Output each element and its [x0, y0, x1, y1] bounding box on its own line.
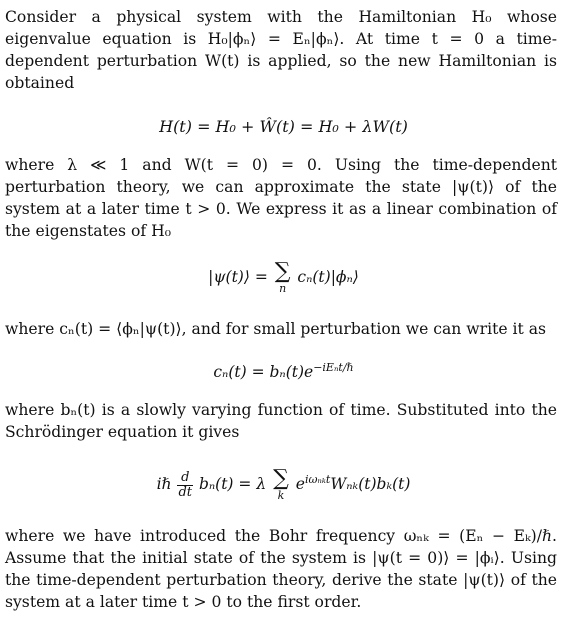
eq4-mid: bₙ(t) = λ [198, 475, 267, 493]
state-expansion-equation [0, 261, 567, 295]
eq2-rhs: cₙ(t)|ϕₙ⟩ [297, 268, 359, 286]
derivative-fraction [177, 471, 193, 500]
schrodinger-paragraph: where bₙ(t) is a slowly varying function of time. Substituted into the Schrödinger equation it gives [5, 401, 557, 441]
intro-paragraph: Consider a physical system with the Hamiltonian H₀ whose eigenvalue equation is H₀|ϕₙ⟩ = Eₙ|ϕₙ⟩. At time t = 0 a time-dependent perturbation W(t) is applied, so the new Hamiltonian is obtained [5, 8, 557, 92]
summation-index: n [279, 282, 287, 295]
eq4-prefix: iℏ [156, 475, 172, 493]
fraction-denominator: dt [178, 484, 193, 500]
eq3-exponent: −iEₙt/ℏ [313, 361, 354, 374]
sigma-icon: ∑ [274, 259, 291, 284]
perturbation-paragraph: where λ ≪ 1 and W(t = 0) = 0. Using the time-dependent perturbation theory, we can approximate the state |ψ(t)⟩ of the system at a later time t > 0. We express it as a linear combination of the eigenstates of H₀ [5, 156, 557, 240]
coefficient-equation [0, 357, 567, 383]
summation-symbol [275, 261, 291, 295]
hamiltonian-equation: H(t) = H₀ + Ŵ(t) = H₀ + λW(t) [159, 117, 408, 136]
fraction-numerator: d [177, 471, 193, 486]
eq4-e: e [295, 475, 305, 493]
question-paragraph: where we have introduced the Bohr frequency ωₙₖ = (Eₙ − Eₖ)/ℏ. Assume that the initial state of the system is |ψ(t = 0)⟩ = |ϕᵢ⟩. Using the time-dependent perturbation theory, derive the state |ψ(t)⟩ of the system at a later time t > 0 to the first order. [5, 527, 557, 611]
summation-symbol [273, 468, 289, 502]
coefficient-paragraph: where cₙ(t) = ⟨ϕₙ|ψ(t)⟩, and for small perturbation we can write it as [5, 320, 547, 338]
eq4-exponent: iωₙₖt [304, 472, 331, 486]
eq2-lhs: |ψ(t)⟩ = [208, 268, 268, 286]
schrodinger-equation [0, 468, 567, 502]
sigma-icon: ∑ [273, 466, 289, 491]
eq4-rhs: Wₙₖ(t)bₖ(t) [330, 475, 411, 493]
eq3-base: cₙ(t) = bₙ(t)e [213, 363, 314, 382]
summation-index: k [277, 489, 285, 502]
